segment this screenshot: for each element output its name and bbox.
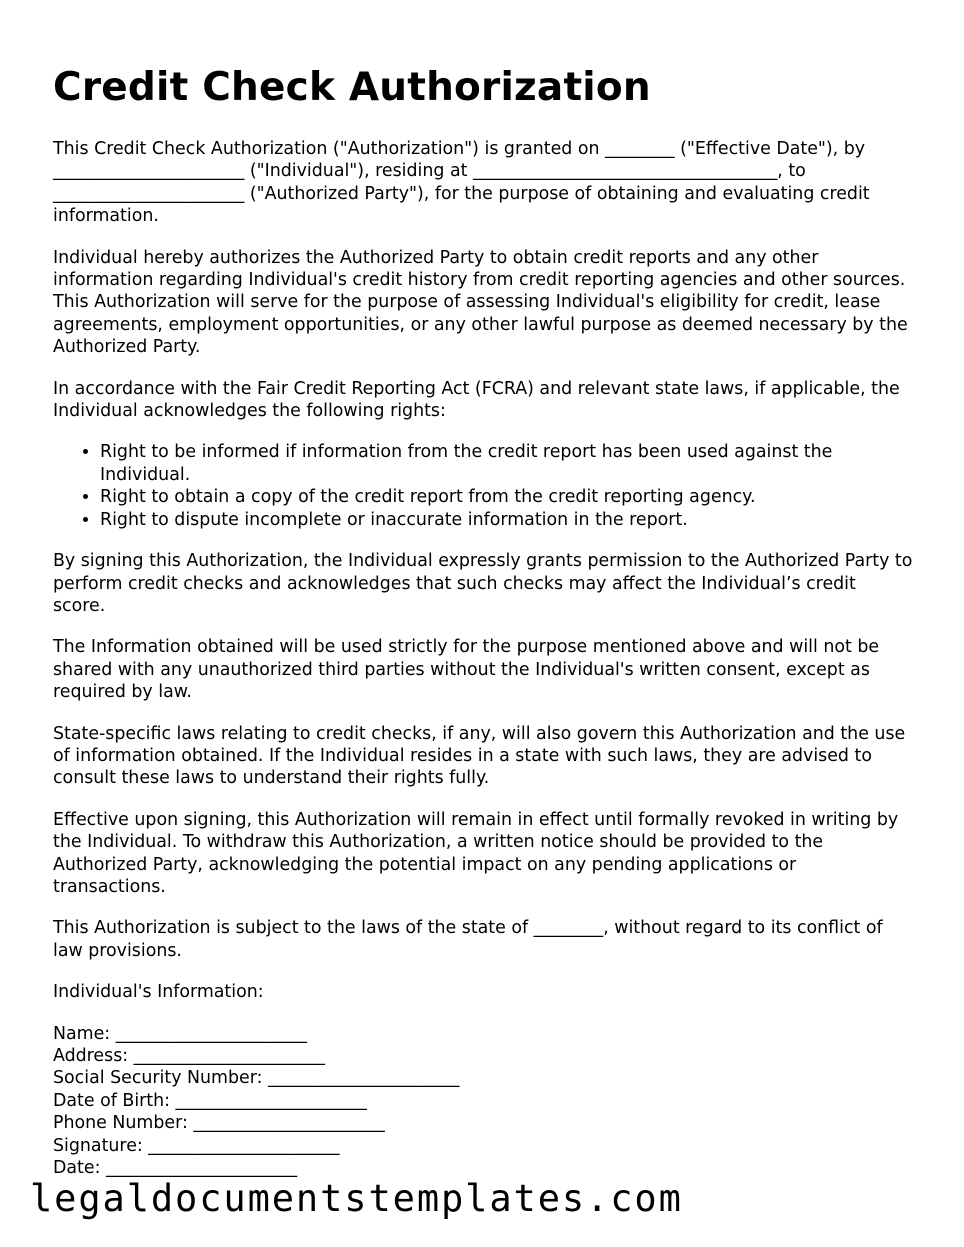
date-of-birth-field[interactable]: Date of Birth: ______________________ bbox=[53, 1090, 367, 1111]
list-item: • Right to be informed if information from the credit report has been used against the Individual. bbox=[100, 441, 913, 486]
fcra-paragraph: In accordance with the Fair Credit Reporting Act (FCRA) and relevant state laws, if applicable, the Individual acknowledges the following rights: bbox=[53, 378, 900, 422]
list-item: • Right to obtain a copy of the credit report from the credit reporting agency. bbox=[100, 486, 913, 508]
date-field[interactable]: Date: ______________________ bbox=[53, 1158, 298, 1179]
individual-info-fields bbox=[53, 1023, 913, 1180]
signature-field[interactable]: Signature: ______________________ bbox=[53, 1135, 340, 1156]
usage-paragraph: The Information obtained will be used strictly for the purpose mentioned above and will not be shared with any unauthorized third parties without the Individual's written consent, except as required by law. bbox=[53, 637, 880, 703]
state-laws-paragraph: State-specific laws relating to credit checks, if any, will also govern this Authorization and the use of information obtained. If the Individual resides in a state with such laws, they are advised to consult these laws to understand their rights fully. bbox=[53, 723, 906, 789]
ssn-field[interactable]: Social Security Number: ______________________ bbox=[53, 1068, 460, 1089]
document-title: Credit Check Authorization bbox=[53, 65, 651, 110]
phone-number-field[interactable]: Phone Number: ______________________ bbox=[53, 1113, 385, 1134]
document-page bbox=[53, 62, 913, 1179]
revocation-paragraph: Effective upon signing, this Authorization will remain in effect until formally revoked in writing by the Individual. To withdraw this Authorization, a written notice should be provided to the Authorized Party, acknowledging the potential impact on any pending applications or transactions. bbox=[53, 809, 899, 897]
list-item: • Right to dispute incomplete or inaccurate information in the report. bbox=[100, 509, 913, 531]
signing-paragraph: By signing this Authorization, the Individual expressly grants permission to the Authorized Party to perform credit checks and acknowledges that such checks may affect the Individual’s credit score. bbox=[53, 551, 913, 616]
name-field[interactable]: Name: ______________________ bbox=[53, 1023, 307, 1044]
watermark: legaldocumentstemplates.com bbox=[30, 1177, 683, 1220]
rights-list bbox=[53, 441, 913, 531]
governing-law-paragraph: This Authorization is subject to the laws of the state of ________, without regard to its conflict of law provisions. bbox=[53, 918, 883, 961]
authorization-paragraph: Individual hereby authorizes the Authorized Party to obtain credit reports and any other information regarding Individual's credit history from credit reporting agencies and other sources. This Authorization will serve for the purpose of assessing Individual's eligibility for credit, lease agreements, employment opportunities, or any other lawful purpose as deemed necessary by the Authorized Party. bbox=[53, 247, 908, 358]
info-heading: Individual's Information: bbox=[53, 982, 264, 1003]
intro-paragraph: This Credit Check Authorization ("Authorization") is granted on ________ ("Effective Date"), by ______________________ ("Individual"), residing at ___________________________________, to ______________________ ("Authorized Party"), for the purpose of obtaining and evaluating credit information. bbox=[53, 139, 870, 227]
address-field[interactable]: Address: ______________________ bbox=[53, 1046, 325, 1066]
